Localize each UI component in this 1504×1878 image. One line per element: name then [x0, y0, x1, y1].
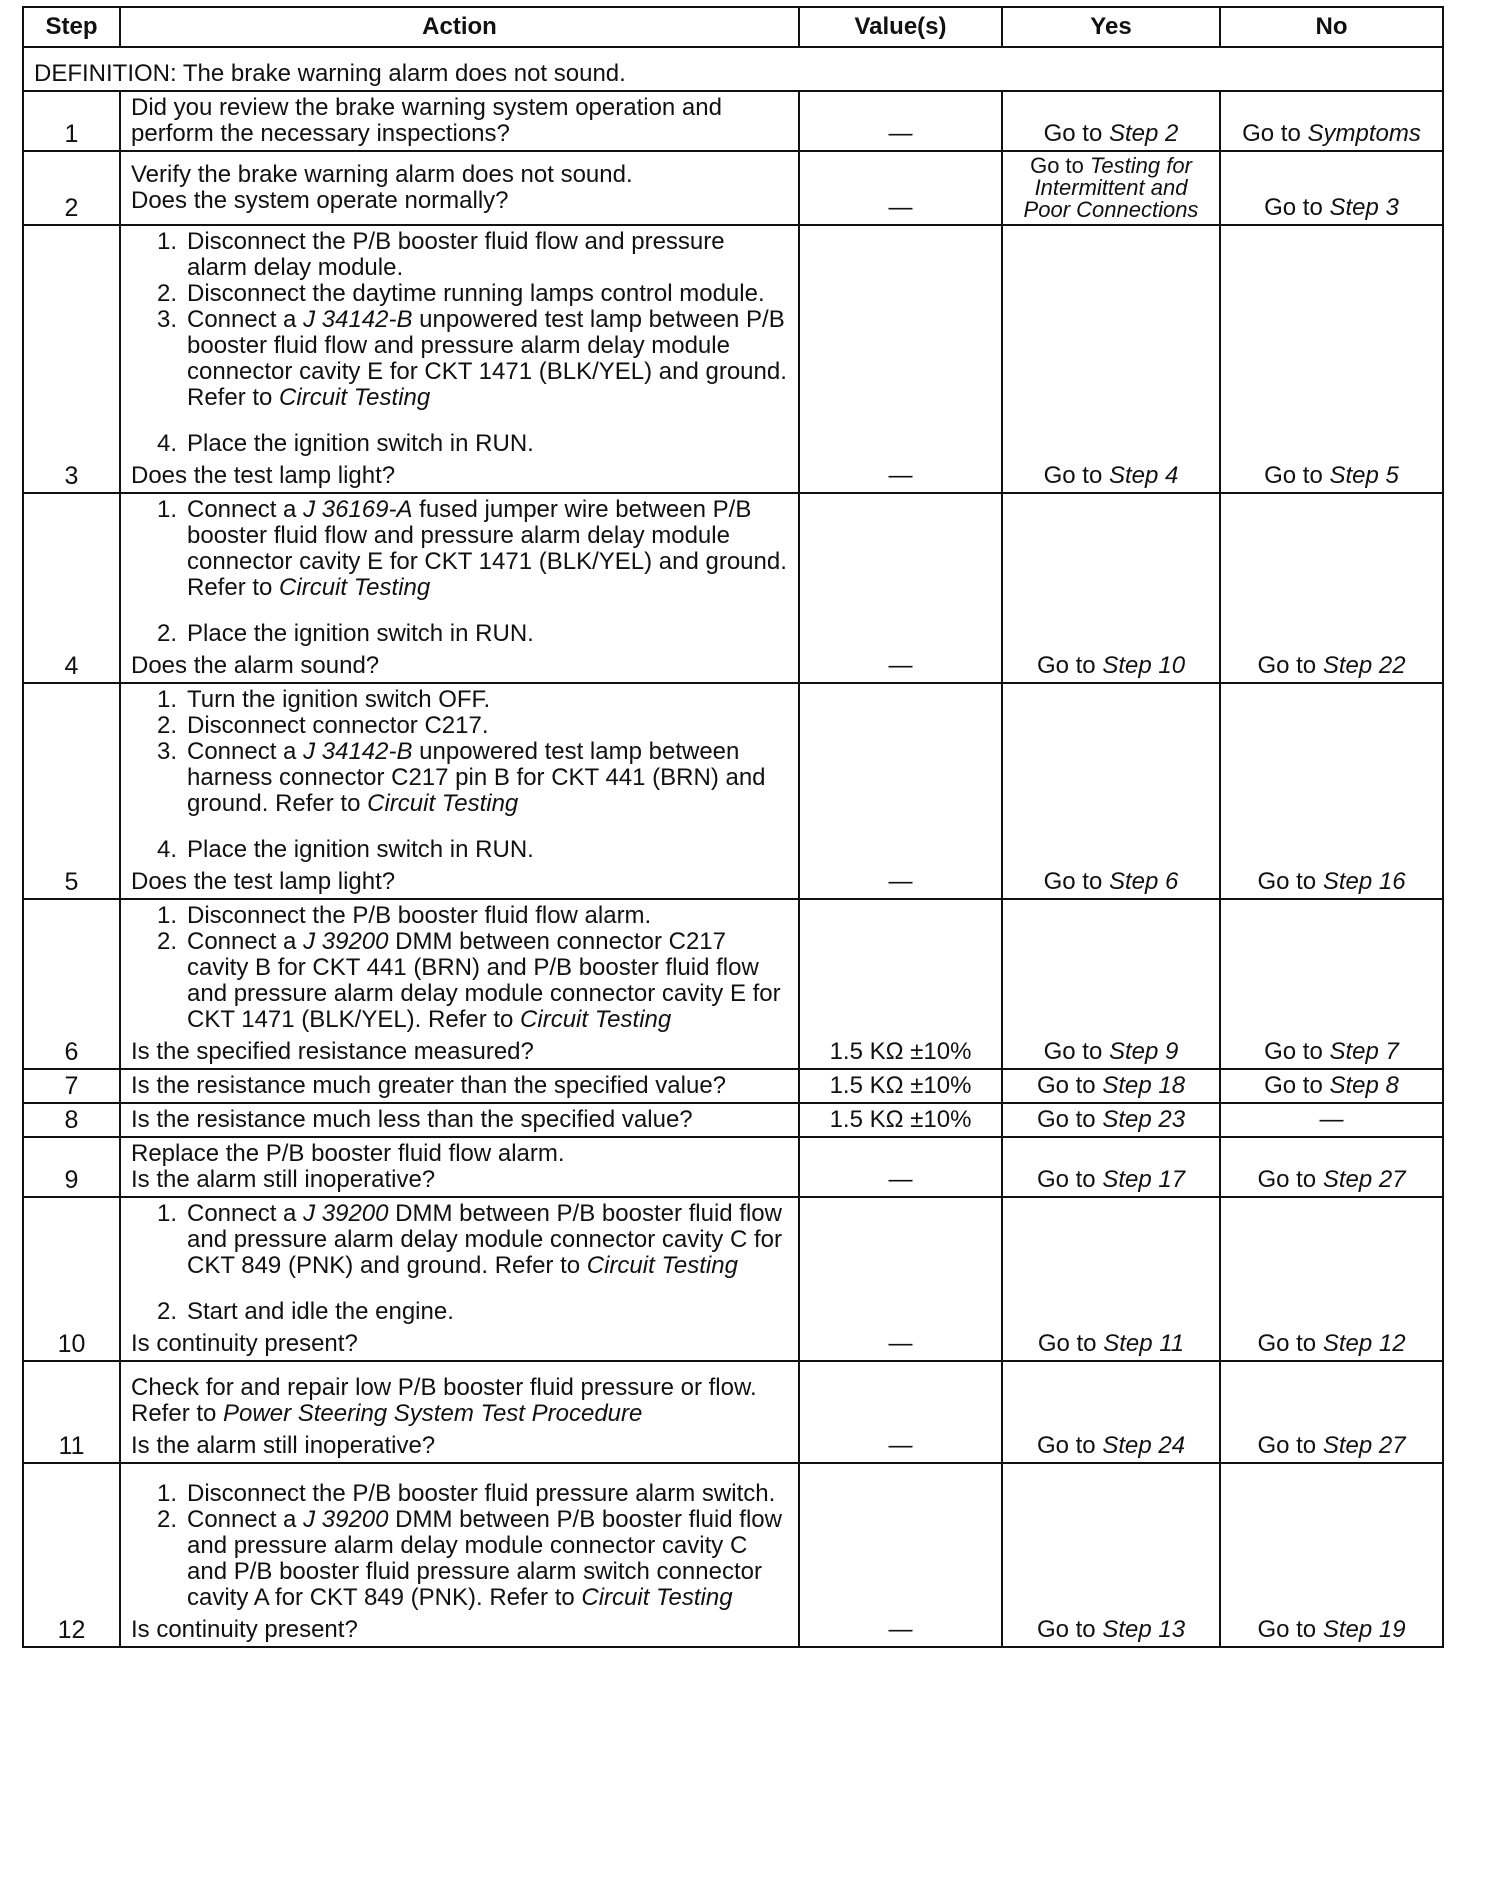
- yes-cell: [1002, 493, 1220, 683]
- tool-reference: J 39200: [303, 1200, 389, 1227]
- substep-text: Connect a: [187, 928, 304, 955]
- no-text: Go to: [1257, 1330, 1323, 1357]
- action-line: Is the resistance much less than the specified value?: [131, 1106, 693, 1133]
- procedure-reference: Circuit Testing: [279, 384, 431, 411]
- action-question: Does the test lamp light?: [131, 868, 396, 895]
- procedure-reference: Circuit Testing: [367, 790, 519, 817]
- action-substep: [157, 739, 788, 837]
- substep-text: DMM between connector C217 cavity B for CKT 441 (BRN) and P/B booster fluid flow and pressure alarm delay module connector cavity E for CKT 1471 (BLK/YEL). Refer to: [187, 928, 781, 1033]
- action-content: [131, 1201, 788, 1357]
- step-number: 9: [23, 1137, 120, 1197]
- no-cell: [1220, 1463, 1443, 1647]
- action-question: Is continuity present?: [131, 1616, 358, 1643]
- header-step: Step: [23, 7, 120, 47]
- step-number: 3: [23, 225, 120, 493]
- substep-number: 2.: [157, 620, 178, 647]
- yes-text: Go to: [1043, 120, 1109, 147]
- substep-text: Disconnect the daytime running lamps control module.: [187, 280, 765, 307]
- value-cell: 1.5 KΩ ±10%: [799, 1069, 1002, 1103]
- no-link[interactable]: Step 19: [1322, 1616, 1406, 1643]
- action-content: [131, 1073, 788, 1099]
- yes-cell: [1002, 1463, 1220, 1647]
- procedure-reference: Circuit Testing: [586, 1252, 738, 1279]
- step-number: 11: [23, 1361, 120, 1463]
- action-line: Is the alarm still inoperative?: [131, 1166, 436, 1193]
- no-link[interactable]: Step 27: [1322, 1432, 1406, 1459]
- no-link[interactable]: Step 3: [1329, 194, 1399, 221]
- action-question: Does the alarm sound?: [131, 652, 380, 679]
- action-content: [131, 1375, 788, 1459]
- substep-text: Connect a: [187, 1506, 304, 1533]
- yes-text: Go to: [1036, 1616, 1103, 1643]
- substep-text: Disconnect the P/B booster fluid flow alarm.: [187, 902, 652, 929]
- yes-link[interactable]: Step 9: [1108, 1038, 1179, 1065]
- no-link: —: [1319, 1106, 1344, 1133]
- table-row: [23, 1463, 1443, 1647]
- header-yes: Yes: [1002, 7, 1220, 47]
- yes-link[interactable]: Step 23: [1102, 1106, 1186, 1133]
- no-cell: [1220, 683, 1443, 899]
- no-text: Go to: [1257, 652, 1323, 679]
- yes-link[interactable]: Step 24: [1102, 1432, 1186, 1459]
- no-text: Go to: [1264, 462, 1330, 489]
- value-cell: —: [799, 493, 1002, 683]
- value-cell: 1.5 KΩ ±10%: [799, 899, 1002, 1069]
- definition-row: [23, 47, 1443, 91]
- substep-text: Place the ignition switch in RUN.: [187, 620, 534, 647]
- value-cell: —: [799, 1361, 1002, 1463]
- no-cell: [1220, 1361, 1443, 1463]
- value-cell: —: [799, 91, 1002, 151]
- substep-number: 3.: [157, 306, 178, 333]
- step-number: 6: [23, 899, 120, 1069]
- step-number: 8: [23, 1103, 120, 1137]
- step-number: 5: [23, 683, 120, 899]
- procedure-reference: Circuit Testing: [279, 574, 431, 601]
- substep-text: Place the ignition switch in RUN.: [187, 430, 534, 457]
- yes-cell: [1002, 1137, 1220, 1197]
- yes-link[interactable]: Step 11: [1103, 1330, 1185, 1357]
- action-content: [131, 1141, 788, 1193]
- substep-number: 1.: [157, 1480, 178, 1507]
- action-question: Is the specified resistance measured?: [131, 1038, 534, 1065]
- action-line: Does the system operate normally?: [131, 187, 509, 214]
- header-no: No: [1220, 7, 1443, 47]
- yes-link[interactable]: Step 2: [1108, 120, 1179, 147]
- no-link[interactable]: Step 8: [1329, 1072, 1399, 1099]
- substep-number: 2.: [157, 1298, 178, 1325]
- value-cell: —: [799, 1137, 1002, 1197]
- action-text: Check for and repair low P/B booster fluid pressure or flow. Refer to: [131, 1374, 757, 1427]
- substep-number: 1.: [157, 1200, 178, 1227]
- no-text: Go to: [1257, 1432, 1323, 1459]
- action-substep: [157, 1481, 788, 1507]
- substep-text: unpowered test lamp between harness connector C217 pin B for CKT 441 (BRN) and ground. Refer to: [187, 738, 766, 817]
- action-line: perform the necessary inspections?: [131, 120, 510, 147]
- yes-link[interactable]: Step 13: [1102, 1616, 1186, 1643]
- value-cell: —: [799, 151, 1002, 225]
- action-body: [131, 1481, 788, 1611]
- substep-number: 1.: [157, 228, 178, 255]
- action-content: [131, 903, 788, 1065]
- value-cell: —: [799, 683, 1002, 899]
- yes-link[interactable]: Testing for Intermittent and Poor Connections: [1023, 153, 1199, 222]
- action-content: [131, 162, 788, 214]
- tool-reference: J 39200: [303, 1506, 389, 1533]
- yes-text: Go to: [1036, 652, 1103, 679]
- yes-cell: [1002, 1197, 1220, 1361]
- table-row: [23, 225, 1443, 493]
- table-row: [23, 151, 1443, 225]
- action-steps: [131, 497, 788, 647]
- yes-text: Go to: [1037, 1330, 1104, 1357]
- substep-text: Disconnect the P/B booster fluid flow and pressure alarm delay module.: [187, 228, 725, 281]
- no-link[interactable]: Step 12: [1322, 1330, 1406, 1357]
- action-body: [131, 1375, 788, 1427]
- action-content: [131, 229, 788, 489]
- action-content: [131, 1481, 788, 1643]
- no-text: Go to: [1242, 120, 1308, 147]
- substep-number: 1.: [157, 496, 178, 523]
- table-row: [23, 493, 1443, 683]
- action-substep: [157, 229, 788, 281]
- table-row: [23, 1103, 1443, 1137]
- yes-text: Go to: [1036, 1106, 1103, 1133]
- table-row: [23, 1361, 1443, 1463]
- table-row: [23, 1069, 1443, 1103]
- substep-text: Place the ignition switch in RUN.: [187, 836, 534, 863]
- action-substep: [157, 281, 788, 307]
- action-steps: [131, 1481, 788, 1611]
- no-link[interactable]: Step 5: [1329, 462, 1399, 489]
- action-line: Verify the brake warning alarm does not sound.: [131, 161, 633, 188]
- action-substep: [157, 687, 788, 713]
- spacer: [187, 1279, 788, 1299]
- substep-number: 2.: [157, 712, 178, 739]
- action-cell: [120, 1463, 799, 1647]
- action-cell: [120, 1137, 799, 1197]
- no-cell: [1220, 1137, 1443, 1197]
- action-content: [131, 1107, 788, 1133]
- action-substep: [157, 713, 788, 739]
- action-steps: [131, 229, 788, 457]
- no-cell: [1220, 493, 1443, 683]
- value-cell: —: [799, 225, 1002, 493]
- yes-text: Go to: [1036, 1072, 1103, 1099]
- action-line: Is the resistance much greater than the specified value?: [131, 1072, 727, 1099]
- action-cell: [120, 1197, 799, 1361]
- action-body: [131, 1201, 788, 1325]
- yes-link[interactable]: Step 6: [1108, 868, 1179, 895]
- step-number: 4: [23, 493, 120, 683]
- substep-text: Turn the ignition switch OFF.: [187, 686, 491, 713]
- action-content: [131, 497, 788, 679]
- table-row: [23, 1197, 1443, 1361]
- yes-link[interactable]: Step 4: [1108, 462, 1179, 489]
- action-line: Did you review the brake warning system operation and: [131, 94, 722, 121]
- procedure-reference: Power Steering System Test Procedure: [223, 1400, 643, 1427]
- no-text: Go to: [1257, 868, 1323, 895]
- tool-reference: J 36169-A: [303, 496, 413, 523]
- action-substep: [157, 837, 788, 863]
- no-cell: [1220, 1069, 1443, 1103]
- substep-text: Disconnect connector C217.: [187, 712, 489, 739]
- yes-cell: [1002, 151, 1220, 225]
- no-link[interactable]: Step 27: [1322, 1166, 1406, 1193]
- action-cell: [120, 91, 799, 151]
- yes-text: Go to: [1043, 868, 1109, 895]
- substep-text: DMM between P/B booster fluid flow and pressure alarm delay module connector cavity C and P/B booster fluid pressure alarm switch connector cavity A for CKT 849 (PNK). Refer to: [187, 1506, 782, 1611]
- yes-cell: [1002, 899, 1220, 1069]
- spacer: [187, 411, 788, 431]
- procedure-reference: Circuit Testing: [520, 1006, 672, 1033]
- yes-cell: [1002, 91, 1220, 151]
- no-text: Go to: [1257, 1166, 1323, 1193]
- substep-number: 1.: [157, 902, 178, 929]
- substep-number: 2.: [157, 280, 178, 307]
- step-number: 2: [23, 151, 120, 225]
- action-cell: [120, 493, 799, 683]
- no-link[interactable]: Step 16: [1322, 868, 1406, 895]
- yes-cell: [1002, 225, 1220, 493]
- substep-number: 4.: [157, 836, 178, 863]
- substep-text: Connect a: [187, 1200, 304, 1227]
- table-row: [23, 1137, 1443, 1197]
- action-line: Replace the P/B booster fluid flow alarm.: [131, 1140, 565, 1167]
- yes-text: Go to: [1043, 462, 1109, 489]
- substep-number: 1.: [157, 686, 178, 713]
- value-cell: —: [799, 1463, 1002, 1647]
- action-cell: [120, 1361, 799, 1463]
- no-cell: [1220, 151, 1443, 225]
- no-text: Go to: [1264, 1038, 1330, 1065]
- action-substep: [157, 1201, 788, 1299]
- tool-reference: J 34142-B: [303, 306, 413, 333]
- action-cell: [120, 1069, 799, 1103]
- table-row: [23, 899, 1443, 1069]
- no-cell: [1220, 1103, 1443, 1137]
- substep-number: 3.: [157, 738, 178, 765]
- yes-text: Go to: [1043, 1038, 1109, 1065]
- substep-text: Start and idle the engine.: [187, 1298, 454, 1325]
- yes-link[interactable]: Step 10: [1102, 652, 1186, 679]
- action-body: [131, 229, 788, 457]
- yes-text: Go to: [1036, 1432, 1103, 1459]
- no-cell: [1220, 225, 1443, 493]
- action-question: Does the test lamp light?: [131, 462, 396, 489]
- action-substep: [157, 497, 788, 621]
- no-link[interactable]: Step 22: [1322, 652, 1406, 679]
- action-substep: [157, 1299, 788, 1325]
- yes-cell: [1002, 683, 1220, 899]
- header-row: [23, 7, 1443, 47]
- header-action: Action: [120, 7, 799, 47]
- substep-text: Connect a: [187, 306, 304, 333]
- action-substep: [157, 903, 788, 929]
- substep-text: Connect a: [187, 738, 304, 765]
- yes-cell: [1002, 1103, 1220, 1137]
- diagnostic-table: [22, 6, 1444, 1648]
- action-body: [131, 903, 788, 1033]
- no-text: Go to: [1257, 1616, 1323, 1643]
- spacer: [187, 817, 788, 837]
- action-content: [131, 95, 788, 147]
- value-cell: 1.5 KΩ ±10%: [799, 1103, 1002, 1137]
- action-body: [131, 687, 788, 863]
- substep-number: 2.: [157, 1506, 178, 1533]
- action-steps: [131, 687, 788, 863]
- table-row: [23, 91, 1443, 151]
- substep-text: fused jumper wire between P/B booster fluid flow and pressure alarm delay module connector cavity E for CKT 1471 (BLK/YEL) and ground. Refer to: [187, 496, 787, 601]
- action-steps: [131, 1201, 788, 1325]
- action-cell: [120, 151, 799, 225]
- action-cell: [120, 899, 799, 1069]
- action-steps: [131, 903, 788, 1033]
- no-cell: [1220, 91, 1443, 151]
- action-substep: [157, 307, 788, 431]
- substep-text: Connect a: [187, 496, 304, 523]
- substep-text: Disconnect the P/B booster fluid pressure alarm switch.: [187, 1480, 776, 1507]
- yes-link[interactable]: Step 17: [1102, 1166, 1186, 1193]
- action-substep: [157, 1507, 788, 1611]
- step-number: 7: [23, 1069, 120, 1103]
- action-body: [131, 497, 788, 647]
- no-text: Go to: [1264, 1072, 1330, 1099]
- yes-text: Go to: [1036, 1166, 1103, 1193]
- step-number: 1: [23, 91, 120, 151]
- definition-text: DEFINITION: The brake warning alarm does not sound.: [23, 47, 1443, 91]
- no-link[interactable]: Symptoms: [1307, 120, 1421, 147]
- no-cell: [1220, 899, 1443, 1069]
- yes-cell: [1002, 1361, 1220, 1463]
- no-text: Go to: [1264, 194, 1330, 221]
- action-substep: [157, 929, 788, 1033]
- action-substep: [157, 431, 788, 457]
- action-line: [131, 1375, 788, 1427]
- substep-number: 4.: [157, 430, 178, 457]
- action-cell: [120, 225, 799, 493]
- action-cell: [120, 683, 799, 899]
- action-substep: [157, 621, 788, 647]
- yes-link[interactable]: Step 18: [1102, 1072, 1186, 1099]
- action-question: Is continuity present?: [131, 1330, 358, 1357]
- tool-reference: J 34142-B: [303, 738, 413, 765]
- yes-cell: [1002, 1069, 1220, 1103]
- yes-text: Go to: [1030, 153, 1090, 178]
- substep-number: 2.: [157, 928, 178, 955]
- action-content: [131, 687, 788, 895]
- substep-text: DMM between P/B booster fluid flow and pressure alarm delay module connector cavity C for CKT 849 (PNK) and ground. Refer to: [187, 1200, 782, 1279]
- table-row: [23, 683, 1443, 899]
- tool-reference: J 39200: [303, 928, 389, 955]
- substep-text: unpowered test lamp between P/B booster fluid flow and pressure alarm delay module connector cavity E for CKT 1471 (BLK/YEL) and ground. Refer to: [187, 306, 787, 411]
- header-values: Value(s): [799, 7, 1002, 47]
- no-cell: [1220, 1197, 1443, 1361]
- action-question: Is the alarm still inoperative?: [131, 1432, 436, 1459]
- no-link[interactable]: Step 7: [1329, 1038, 1399, 1065]
- step-number: 12: [23, 1463, 120, 1647]
- step-number: 10: [23, 1197, 120, 1361]
- procedure-reference: Circuit Testing: [581, 1584, 733, 1611]
- spacer: [187, 601, 788, 621]
- value-cell: —: [799, 1197, 1002, 1361]
- action-cell: [120, 1103, 799, 1137]
